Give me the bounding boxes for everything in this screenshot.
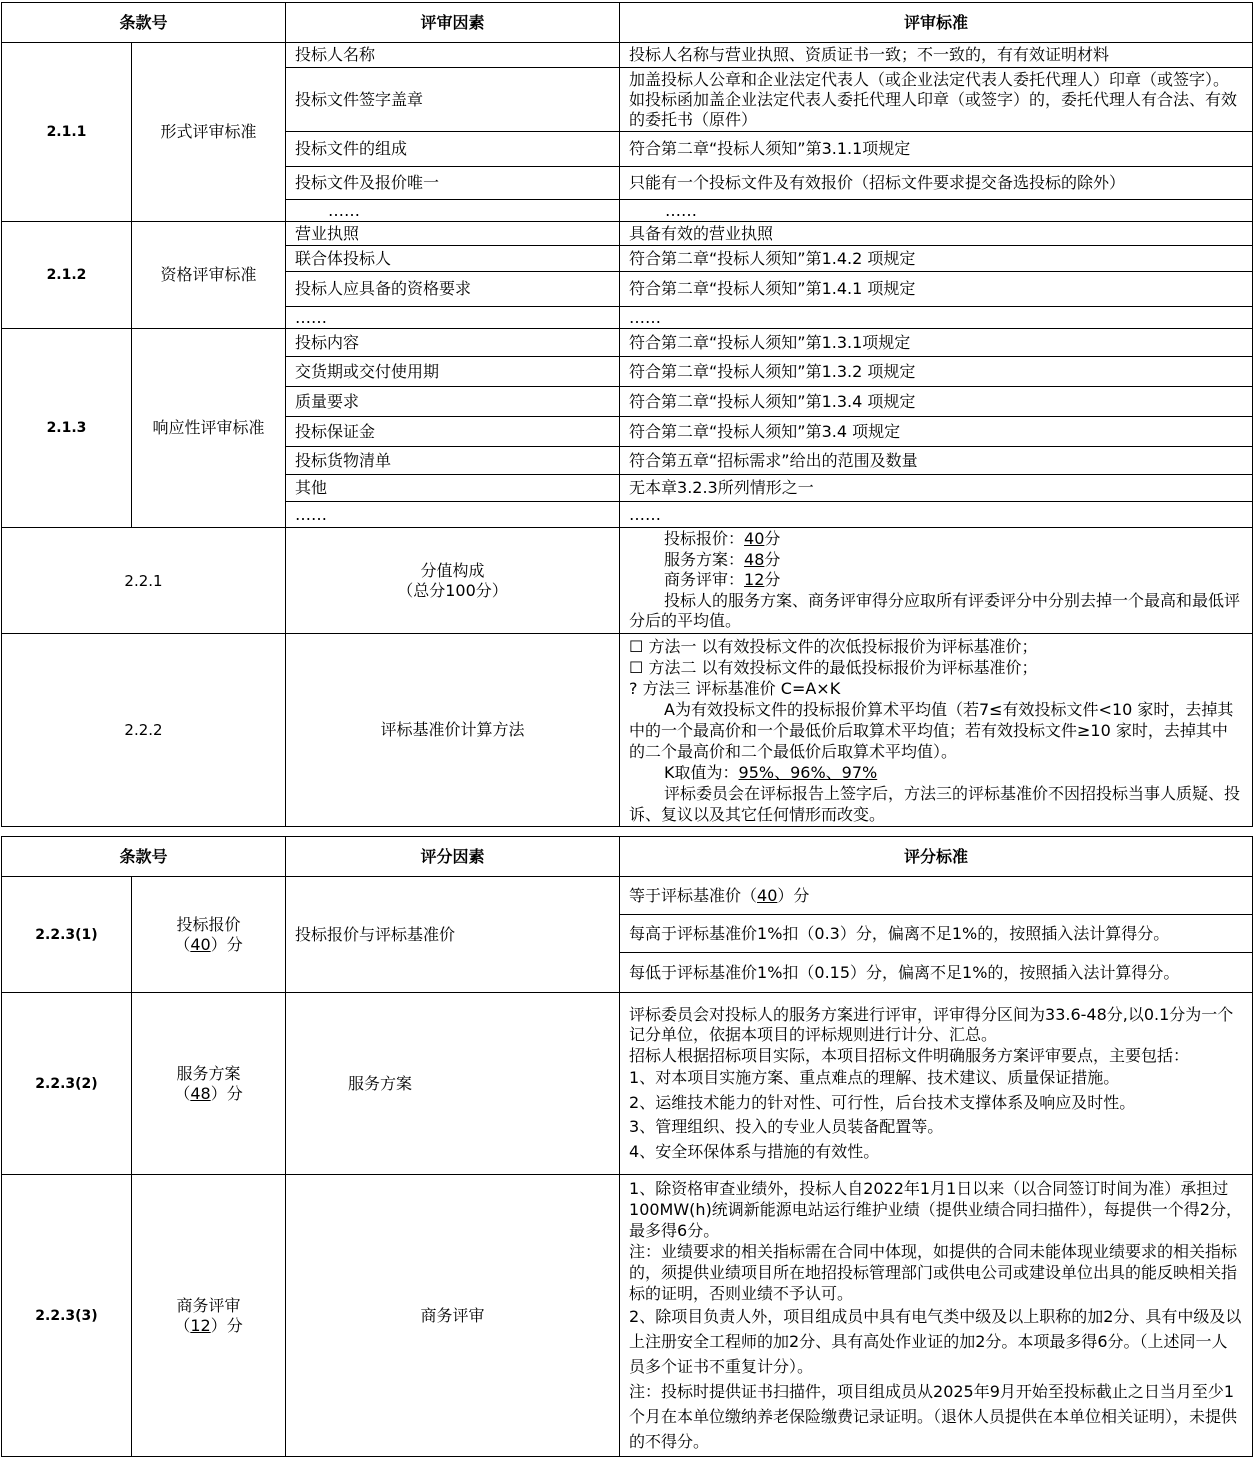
review-factor	[286, 528, 620, 634]
table-row	[2, 634, 1253, 827]
method-two: ☐ 方法二 以有效投标文件的最低投标报价为评标基准价；	[629, 657, 1038, 677]
review-standard: 符合第二章“投标人须知”第1.4.1 项规定	[620, 272, 1253, 307]
benchmark-method	[620, 634, 1253, 827]
table-row	[2, 877, 1253, 915]
review-standard: 符合第二章“投标人须知”第1.3.2 项规定	[620, 357, 1253, 387]
review-standard: 加盖投标人公章和企业法定代表人（或企业法定代表人委托代理人）印章（或签字）。如投标函加盖企业法定代表人委托代理人印章（或签字）的，委托代理人有合法、有效的委托书（原件）	[620, 68, 1253, 132]
scoring-standard: 等于评标基准价（40）分	[620, 877, 1253, 915]
table-row	[2, 329, 1253, 357]
score-item-name: 商务评审	[176, 1295, 241, 1315]
header-scoring-standard: 评分标准	[620, 837, 1253, 877]
section-name: 形式评审标准	[132, 43, 286, 222]
service-point: 1、对本项目实施方案、重点难点的理解、技术建议、质量保证措施。	[629, 1068, 1120, 1088]
clause-number: 2.1.1	[2, 43, 132, 222]
review-factor: 投标保证金	[286, 417, 620, 447]
clause-number: 2.2.3(1)	[2, 877, 132, 993]
score-line-service: 服务方案：48分	[664, 549, 781, 569]
score-item-points: （48）分	[174, 1083, 243, 1103]
benchmark-note: 评标委员会在评标报告上签字后，方法三的评标基准价不因招投标当事人质疑、投诉、复议以及其它任何情形而改变。	[629, 783, 1241, 824]
factor-subtitle: （总分100分）	[397, 580, 508, 600]
business-item-2: 2、除项目负责人外，项目组成员中具有电气类中级及以上职称的加2分、具有中级及以上注册安全工程师的加2分、具有高处作业证的加2分。本项最多得6分。（上述同一人员多个证书不重复计分）。	[629, 1306, 1242, 1376]
score-item	[132, 877, 286, 993]
table-row	[2, 43, 1253, 68]
scoring-criteria-table	[1, 836, 1253, 1457]
clause-number: 2.2.3(2)	[2, 993, 132, 1175]
table-row	[2, 993, 1253, 1175]
score-note: 投标人的服务方案、商务评审得分应取所有评委评分中分别去掉一个最高和最低评分后的平均值。	[629, 590, 1241, 631]
table-row	[2, 222, 1253, 246]
average-rule: A为有效投标文件的投标报价算术平均值（若7≤有效投标文件<10 家时，去掉其中的一个最高价和一个最低价后取算术平均值；若有效投标文件≥10 家时，去掉其中的二个最高价和二个最低价后取算术平均值）。	[629, 699, 1234, 761]
scoring-standard	[620, 993, 1253, 1175]
scoring-factor: 服务方案	[286, 993, 620, 1175]
header-review-factor: 评审因素	[286, 3, 620, 43]
section-name: 资格评审标准	[132, 222, 286, 329]
review-standard: 符合第二章“投标人须知”第3.4 项规定	[620, 417, 1253, 447]
review-standard: 符合第二章“投标人须知”第1.4.2 项规定	[620, 246, 1253, 272]
score-line-bid: 投标报价：40分	[664, 529, 781, 549]
score-item-points: （12）分	[174, 1315, 243, 1335]
clause-number: 2.2.1	[2, 528, 286, 634]
score-item-points: （40）分	[174, 934, 243, 954]
business-note-2: 注：投标时提供证书扫描件，项目组成员从2025年9月开始至投标截止之日当月至少1个月在本单位缴纳养老保险缴费记录证明。（退休人员提供在本单位相关证明），未提供的不得分。	[629, 1381, 1238, 1451]
review-standard: 无本章3.2.3所列情形之一	[620, 475, 1253, 502]
review-factor: 投标人应具备的资格要求	[286, 272, 620, 307]
score-item	[132, 993, 286, 1175]
table-row	[2, 1175, 1253, 1457]
review-factor: 评标基准价计算方法	[286, 634, 620, 827]
table-row	[2, 528, 1253, 634]
review-factor: 投标文件的组成	[286, 132, 620, 167]
service-points-intro: 招标人根据招标项目实际，本项目招标文件明确服务方案评审要点，主要包括：	[629, 1045, 1190, 1065]
score-item-name: 投标报价	[176, 914, 241, 934]
review-standard: 符合第五章“招标需求”给出的范围及数量	[620, 447, 1253, 475]
score-line-business: 商务评审：12分	[664, 570, 781, 590]
review-factor: 其他	[286, 475, 620, 502]
k-value-list: 95%、96%、97%	[738, 762, 878, 782]
business-item-1: 1、除资格审查业绩外，投标人自2022年1月1日以来（以合同签订时间为准）承担过100MW(h)统调新能源电站运行维护业绩（提供业绩合同扫描件），每提供一个得2分，最多得6分。	[629, 1178, 1242, 1240]
review-standard: 具备有效的营业执照	[620, 222, 1253, 246]
scoring-standard: 每高于评标基准价1%扣（0.3）分，偏离不足1%的，按照插入法计算得分。	[620, 915, 1253, 953]
header-row	[2, 3, 1253, 43]
review-standard: ……	[620, 307, 1253, 329]
review-standard: 符合第二章“投标人须知”第1.3.4 项规定	[620, 387, 1253, 417]
review-factor: 营业执照	[286, 222, 620, 246]
section-name: 响应性评审标准	[132, 329, 286, 528]
scoring-factor: 投标报价与评标基准价	[286, 877, 620, 993]
scoring-standard	[620, 1175, 1253, 1457]
clause-number: 2.1.3	[2, 329, 132, 528]
header-row	[2, 837, 1253, 877]
review-factor: 投标货物清单	[286, 447, 620, 475]
score-value: 40	[744, 529, 765, 549]
clause-number: 2.2.2	[2, 634, 286, 827]
score-value: 48	[744, 549, 765, 569]
review-criteria-table	[1, 2, 1253, 827]
scoring-standard: 每低于评标基准价1%扣（0.15）分，偏离不足1%的，按照插入法计算得分。	[620, 953, 1253, 993]
header-clause-no: 条款号	[2, 3, 286, 43]
review-standard: ……	[620, 200, 1253, 222]
header-clause-no: 条款号	[2, 837, 286, 877]
review-standard: ……	[620, 502, 1253, 528]
review-factor: 投标人名称	[286, 43, 620, 68]
review-factor: 联合体投标人	[286, 246, 620, 272]
service-point: 3、管理组织、投入的专业人员装备配置等。	[629, 1117, 944, 1137]
review-factor: ……	[286, 200, 620, 222]
method-three: ? 方法三 评标基准价 C=A×K	[629, 678, 841, 698]
score-composition	[620, 528, 1253, 634]
review-standard: 投标人名称与营业执照、资质证书一致；不一致的，有有效证明材料	[620, 43, 1253, 68]
factor-title: 分值构成	[420, 560, 485, 580]
clause-number: 2.1.2	[2, 222, 132, 329]
header-scoring-factor: 评分因素	[286, 837, 620, 877]
review-factor: ……	[286, 502, 620, 528]
review-factor: 交货期或交付使用期	[286, 357, 620, 387]
method-one: ☐ 方法一 以有效投标文件的次低投标报价为评标基准价；	[629, 636, 1038, 656]
review-standard: 符合第二章“投标人须知”第3.1.1项规定	[620, 132, 1253, 167]
review-factor: 质量要求	[286, 387, 620, 417]
score-item	[132, 1175, 286, 1457]
business-note-1: 注：业绩要求的相关指标需在合同中体现，如提供的合同未能体现业绩要求的相关指标的，须提供业绩项目所在地招投标管理部门或供电公司或建设单位出具的能反映相关指标的证明，否则业绩不予认可。	[629, 1241, 1238, 1303]
clause-number: 2.2.3(3)	[2, 1175, 132, 1457]
service-point: 4、安全环保体系与措施的有效性。	[629, 1141, 880, 1161]
review-factor: 投标内容	[286, 329, 620, 357]
score-value: 12	[744, 570, 765, 590]
review-factor: 投标文件签字盖章	[286, 68, 620, 132]
service-point: 2、运维技术能力的针对性、可行性，后台技术支撑体系及响应及时性。	[629, 1092, 1136, 1112]
review-standard: 符合第二章“投标人须知”第1.3.1项规定	[620, 329, 1253, 357]
review-factor: ……	[286, 307, 620, 329]
scoring-factor: 商务评审	[286, 1175, 620, 1457]
k-values: K取值为：95%、96%、97%	[664, 762, 878, 782]
service-intro: 评标委员会对投标人的服务方案进行评审，评审得分区间为33.6-48分,以0.1分为一个记分单位，依据本项目的评标规则进行计分、汇总。	[629, 1004, 1234, 1045]
review-standard: 只能有一个投标文件及有效报价（招标文件要求提交备选投标的除外）	[620, 167, 1253, 200]
review-factor: 投标文件及报价唯一	[286, 167, 620, 200]
header-review-standard: 评审标准	[620, 3, 1253, 43]
score-item-name: 服务方案	[176, 1063, 241, 1083]
